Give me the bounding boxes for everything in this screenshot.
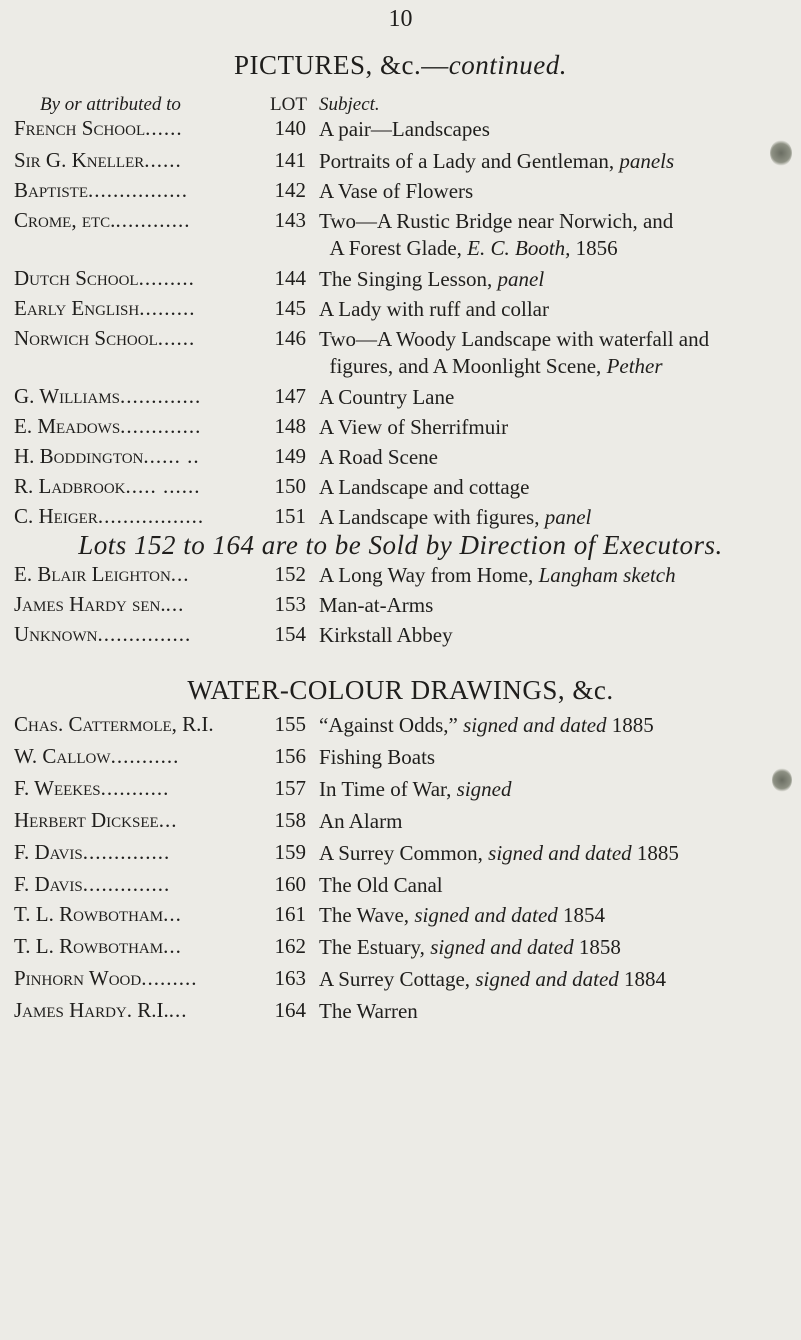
catalogue-entry	[0, 712, 801, 742]
subject-text	[319, 998, 789, 1025]
lot-number: 163	[274, 966, 306, 990]
paper-stain-mark	[770, 140, 792, 166]
subject-continuation-year: 1856	[575, 236, 618, 260]
leader-dots: ...... ..	[143, 444, 200, 468]
catalogue-entry	[0, 178, 801, 208]
subject-text	[319, 296, 789, 323]
subject-title: A Long Way from Home,	[319, 563, 534, 587]
leader-dots: .........	[138, 266, 195, 290]
lot-number: 161	[274, 902, 306, 926]
subject-title: Fishing Boats	[319, 745, 436, 769]
catalogue-entry	[0, 622, 801, 652]
subject-text	[319, 266, 789, 293]
subject-text	[319, 504, 789, 531]
artist-name-text: Unknown	[14, 622, 98, 646]
leader-dots: ...	[163, 934, 182, 958]
subject-text	[319, 934, 789, 961]
subject-title: The Old Canal	[319, 873, 443, 897]
catalogue-entry	[0, 966, 801, 996]
column-header-subject: Subject.	[319, 94, 380, 115]
catalogue-entry	[0, 998, 801, 1028]
subject-continuation-note: E. C. Booth,	[467, 236, 571, 260]
subject-note: Langham sketch	[538, 563, 676, 587]
lot-number: 148	[274, 414, 306, 438]
subject-note: signed and dated	[430, 935, 574, 959]
artist-name-text: W. Callow	[14, 744, 111, 768]
lot-number: 147	[274, 384, 306, 408]
leader-dots: ...	[170, 562, 190, 586]
lot-number: 152	[274, 562, 306, 586]
catalogue-entry	[0, 266, 801, 296]
column-header-artist: By or attributed to	[40, 94, 181, 115]
leader-dots: .........	[139, 296, 196, 320]
lot-number: 159	[274, 840, 306, 864]
subject-text	[319, 474, 789, 501]
subject-continuation-note: Pether	[606, 354, 663, 378]
subject-year: 1858	[578, 935, 621, 959]
artist-name-text: Norwich School	[14, 326, 158, 350]
leader-dots: ...	[165, 592, 185, 616]
subject-title: The Wave,	[319, 903, 410, 927]
artist-name-text: R. Ladbrook	[14, 474, 126, 498]
artist-name-text: T. L. Rowbotham	[14, 934, 164, 958]
catalogue-entry	[0, 872, 801, 902]
lot-number: 158	[274, 808, 306, 832]
lot-number: 157	[274, 776, 306, 800]
subject-title: Man-at-Arms	[319, 593, 434, 617]
subject-text	[319, 808, 789, 835]
subject-note: signed and dated	[475, 967, 619, 991]
lot-number: 143	[274, 208, 306, 232]
leader-dots: ..............	[82, 840, 171, 864]
subject-title: A Landscape and cottage	[319, 475, 530, 499]
leader-dots: ..... ......	[125, 474, 201, 498]
subject-text	[319, 208, 789, 262]
artist-name-text: James Hardy. R.I.	[14, 998, 169, 1022]
subject-continuation: A Forest Glade,	[329, 236, 462, 260]
subject-text	[319, 414, 789, 441]
catalogue-entry	[0, 592, 801, 622]
subject-text	[319, 902, 789, 929]
lot-number: 153	[274, 592, 306, 616]
subject-year: 1885	[636, 841, 679, 865]
lot-number: 162	[274, 934, 306, 958]
artist-name-text: French School	[14, 116, 146, 140]
pictures-title-continued: continued.	[448, 50, 567, 80]
subject-text	[319, 744, 789, 771]
subject-text	[319, 592, 789, 619]
subject-continuation: figures, and A Moonlight Scene,	[329, 354, 602, 378]
leader-dots: .............	[119, 384, 202, 408]
leader-dots: ...........	[110, 744, 180, 768]
subject-title: A Vase of Flowers	[319, 179, 474, 203]
subject-year: 1885	[611, 713, 654, 737]
subject-text	[319, 840, 789, 867]
catalogue-entry	[0, 116, 801, 146]
artist-name-text: James Hardy sen.	[14, 592, 166, 616]
lot-number: 154	[274, 622, 306, 646]
subject-note: panel	[544, 505, 592, 529]
subject-text	[319, 116, 789, 143]
pictures-section-title	[0, 50, 801, 81]
catalogue-entry	[0, 208, 801, 260]
lot-number: 150	[274, 474, 306, 498]
artist-name-text: Pinhorn Wood	[14, 966, 142, 990]
leader-dots: ...............	[97, 622, 192, 646]
subject-title: A Road Scene	[319, 445, 438, 469]
lot-number: 145	[274, 296, 306, 320]
subject-text	[319, 384, 789, 411]
subject-title: “Against Odds,”	[319, 713, 458, 737]
column-header-lot: LOT	[270, 94, 307, 115]
subject-note: signed and dated	[414, 903, 558, 927]
lot-number: 141	[274, 148, 306, 172]
leader-dots: ............	[115, 208, 191, 232]
subject-text	[319, 562, 789, 589]
subject-title: The Singing Lesson,	[319, 267, 493, 291]
leader-dots: ...	[158, 808, 178, 832]
catalogue-entry	[0, 296, 801, 326]
leader-dots: .............	[120, 414, 202, 438]
lot-number: 164	[274, 998, 306, 1022]
subject-year: 1884	[624, 967, 667, 991]
artist-name-text: G. Williams	[14, 384, 120, 408]
artist-name-text: T. L. Rowbotham	[14, 902, 164, 926]
artist-name-text: H. Boddington	[14, 444, 144, 468]
lot-number: 142	[274, 178, 306, 202]
subject-text	[319, 776, 789, 803]
catalogue-entry	[0, 934, 801, 964]
artist-name-text: Chas. Cattermole, R.I.	[14, 712, 214, 736]
subject-title: The Estuary,	[319, 935, 425, 959]
catalogue-entry	[0, 326, 801, 378]
subject-title: A View of Sherrifmuir	[319, 415, 509, 439]
lot-number: 140	[274, 116, 306, 140]
executors-section-title: Lots 152 to 164 are to be Sold by Direction of Executors.	[78, 530, 723, 560]
lot-number: 160	[274, 872, 306, 896]
subject-title: Portraits of a Lady and Gentleman,	[319, 149, 615, 173]
subject-year: 1854	[563, 903, 606, 927]
artist-name-text: Crome, etc.	[14, 208, 116, 232]
subject-text	[319, 872, 789, 899]
catalogue-entry	[0, 902, 801, 932]
leader-dots: ......	[157, 326, 196, 350]
subject-title: A Country Lane	[319, 385, 455, 409]
subject-title: A pair—Landscapes	[319, 117, 490, 141]
subject-text	[319, 178, 789, 205]
leader-dots: ...	[168, 998, 188, 1022]
subject-text	[319, 326, 789, 380]
subject-title: A Landscape with figures,	[319, 505, 540, 529]
subject-title: In Time of War,	[319, 777, 452, 801]
artist-name-text: Early English	[14, 296, 140, 320]
subject-text	[319, 444, 789, 471]
subject-note: signed and dated	[488, 841, 632, 865]
page-number: 10	[388, 6, 413, 32]
lot-number: 146	[274, 326, 306, 350]
subject-title: Two—A Rustic Bridge near Norwich, and	[319, 209, 674, 233]
subject-note: panels	[619, 149, 675, 173]
leader-dots: ..............	[82, 872, 171, 896]
catalogue-entry	[0, 744, 801, 774]
subject-note: signed	[456, 777, 512, 801]
subject-note: panel	[497, 267, 545, 291]
catalogue-entry	[0, 384, 801, 414]
lot-number: 144	[274, 266, 306, 290]
catalogue-entry	[0, 148, 801, 178]
subject-title: Two—A Woody Landscape with waterfall and	[319, 327, 710, 351]
subject-note: signed and dated	[463, 713, 607, 737]
artist-name-text: F. Davis	[14, 872, 83, 896]
catalogue-entry	[0, 840, 801, 870]
subject-title: A Lady with ruff and collar	[319, 297, 549, 321]
artist-name-text: Herbert Dicksee	[14, 808, 159, 832]
leader-dots: ...	[163, 902, 182, 926]
subject-title: A Surrey Common,	[319, 841, 483, 865]
leader-dots: .........	[141, 966, 198, 990]
subject-title: Kirkstall Abbey	[319, 623, 453, 647]
subject-text	[319, 712, 789, 739]
leader-dots: ......	[144, 148, 182, 172]
watercolour-section-title: WATER-COLOUR DRAWINGS, &c.	[187, 675, 614, 705]
catalogue-entry	[0, 776, 801, 806]
lot-number: 156	[274, 744, 306, 768]
artist-name-text: Dutch School	[14, 266, 139, 290]
artist-name-text: E. Blair Leighton	[14, 562, 171, 586]
lot-number: 151	[274, 504, 306, 528]
catalogue-entry	[0, 562, 801, 592]
lot-number: 155	[274, 712, 306, 736]
pictures-title-text: PICTURES, &c.—	[234, 50, 449, 80]
leader-dots: ......	[145, 116, 183, 140]
artist-name-text: F. Davis	[14, 840, 83, 864]
subject-text	[319, 148, 789, 175]
artist-name-text: F. Weekes	[14, 776, 101, 800]
artist-name-text: C. Heiger	[14, 504, 98, 528]
subject-title: An Alarm	[319, 809, 403, 833]
subject-title: The Warren	[319, 999, 418, 1023]
leader-dots: ................	[88, 178, 189, 202]
catalogue-entry	[0, 444, 801, 474]
catalogue-entry	[0, 414, 801, 444]
catalogue-entry	[0, 474, 801, 504]
artist-name-text: Sir G. Kneller	[14, 148, 145, 172]
catalogue-entry	[0, 808, 801, 838]
subject-text	[319, 966, 789, 993]
subject-text	[319, 622, 789, 649]
leader-dots: ...........	[100, 776, 170, 800]
subject-title: A Surrey Cottage,	[319, 967, 471, 991]
leader-dots: .................	[97, 504, 205, 528]
paper-stain-mark	[772, 768, 792, 792]
artist-name-text: E. Meadows	[14, 414, 121, 438]
artist-name-text: Baptiste	[14, 178, 89, 202]
lot-number: 149	[274, 444, 306, 468]
